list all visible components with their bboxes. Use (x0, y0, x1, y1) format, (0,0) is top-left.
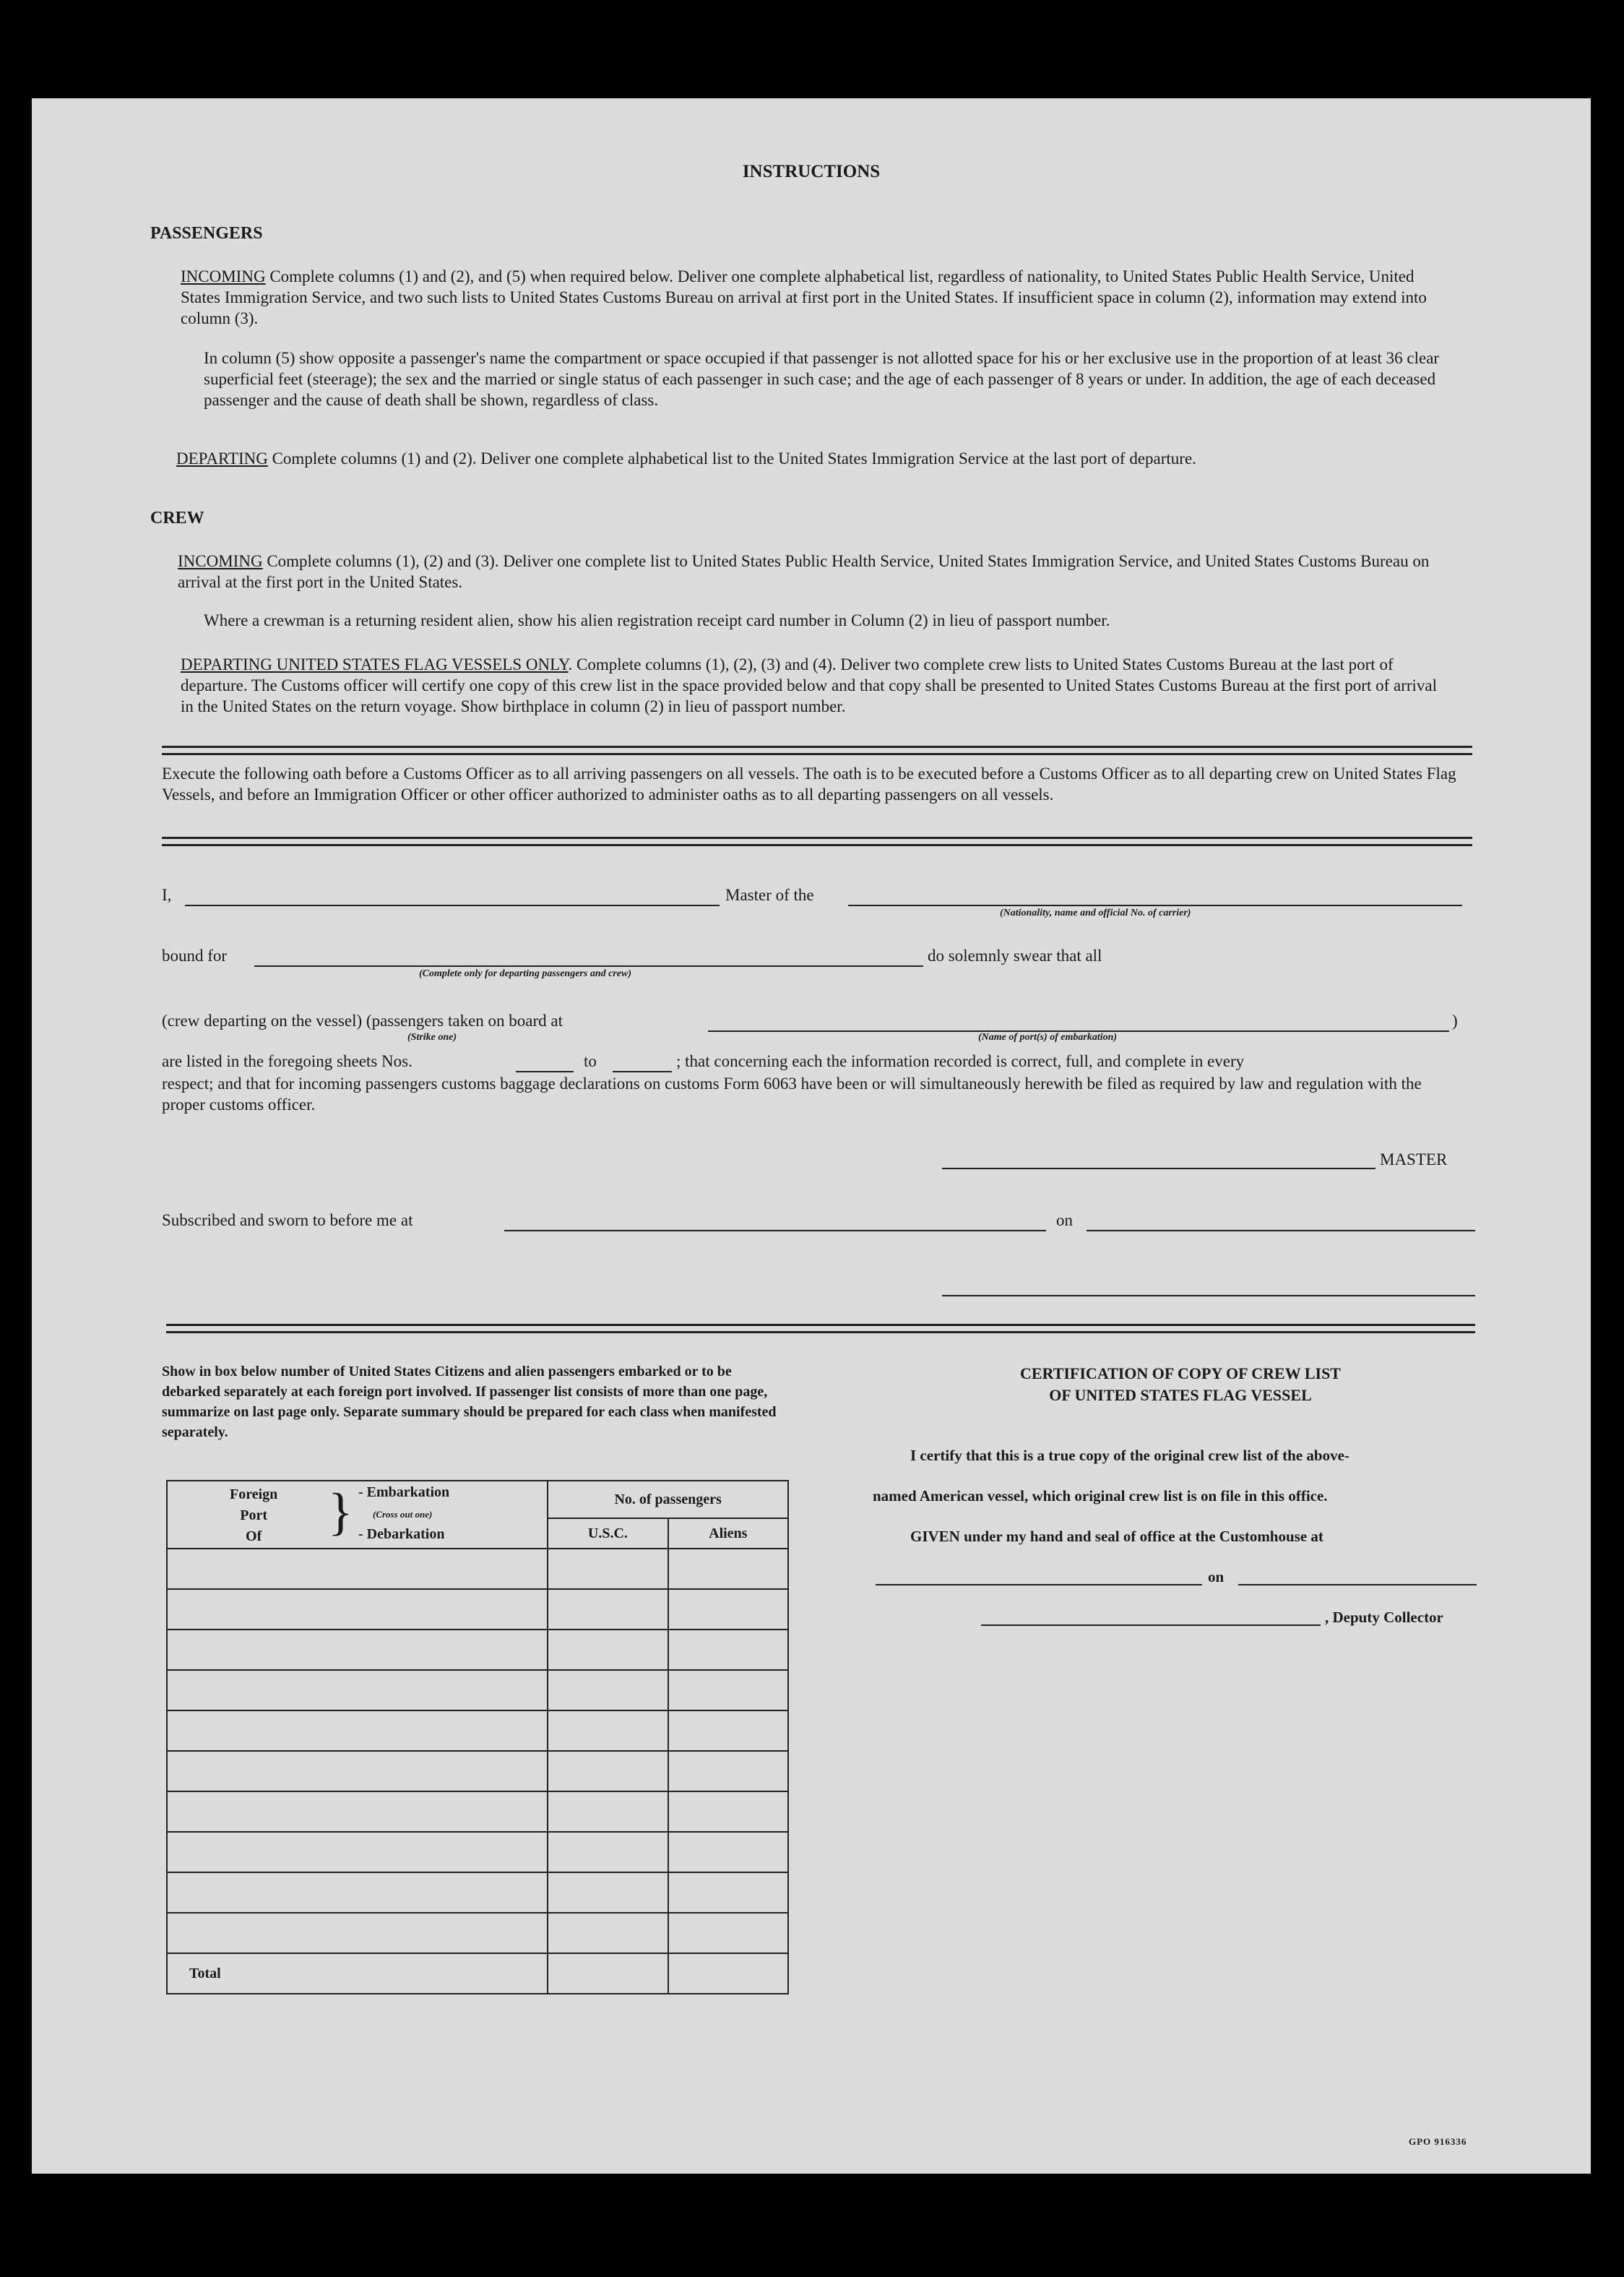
passengers-departing (176, 448, 1452, 469)
port-header-cell (167, 1481, 548, 1549)
certify-line-3: GIVEN under my hand and seal of office at the Customhouse at (910, 1528, 1323, 1545)
master-label: MASTER (1380, 1150, 1448, 1168)
foreign-port-of-line: Port (240, 1507, 268, 1523)
passengers-incoming-label: INCOMING (181, 267, 266, 285)
table-row (167, 1549, 788, 1589)
certification-title-line: CERTIFICATION OF COPY OF CREW LIST (1020, 1364, 1341, 1382)
no-passengers-header: No. of passengers (548, 1481, 788, 1518)
total-usc-cell[interactable] (548, 1953, 668, 1994)
total-label: Total (167, 1953, 548, 1994)
listed-rest: ; that concerning each the information recorded is correct, full, and complete in every (676, 1052, 1245, 1070)
crew-incoming (178, 551, 1452, 593)
passengers-heading: PASSENGERS (150, 224, 263, 243)
table-row (167, 1913, 788, 1953)
passenger-summary-table (166, 1480, 789, 1994)
master-of-label: Master of the (725, 886, 814, 904)
foreign-port-of-line: Of (246, 1528, 262, 1544)
aliens-cell[interactable] (668, 1872, 788, 1913)
table-row (167, 1791, 788, 1832)
strike-caption: (Strike one) (407, 1032, 457, 1043)
crew-departing-label: (crew departing on the vessel) (passengers taken on board at (162, 1012, 563, 1030)
oath-i-label: I, (162, 886, 172, 904)
passengers-incoming (181, 266, 1452, 329)
oath-intro: Execute the following oath before a Customs Officer as to all arriving passengers on all vessels. The oath is to be executed before a Customs Officer as to all departing crew on United States Flag Vessels, and before an Immigration Officer or other officer authorized to administer oaths as to all departing passengers on all vessels. (162, 765, 1456, 804)
table-row (167, 1832, 788, 1872)
foreign-port-of-line: Foreign (230, 1486, 278, 1502)
crew-departing-label: DEPARTING UNITED STATES FLAG VESSELS ONLY (181, 655, 569, 673)
deputy-signature-line[interactable] (981, 1624, 1321, 1626)
carrier-line[interactable] (848, 905, 1462, 906)
port-cell[interactable] (167, 1832, 548, 1872)
usc-cell[interactable] (548, 1630, 668, 1670)
aliens-header: Aliens (668, 1518, 788, 1549)
swear-label: do solemnly swear that all (928, 947, 1102, 965)
passengers-departing-text: Complete columns (1) and (2). Deliver one complete alphabetical list to the United States Immigration Service at the last port of departure. (272, 449, 1196, 468)
crew-departing (181, 654, 1452, 717)
table-row (167, 1589, 788, 1630)
aliens-cell[interactable] (668, 1549, 788, 1589)
total-row (167, 1953, 788, 1994)
officer-signature-line[interactable] (942, 1295, 1475, 1296)
subscribed-label: Subscribed and sworn to before me at (162, 1211, 413, 1229)
crew-heading: CREW (150, 509, 204, 528)
passengers-departing-label: DEPARTING (176, 449, 268, 468)
aliens-cell[interactable] (668, 1589, 788, 1630)
to-label: to (584, 1052, 597, 1070)
aliens-cell[interactable] (668, 1832, 788, 1872)
usc-cell[interactable] (548, 1670, 668, 1710)
form-page (32, 98, 1591, 2174)
listed-label: are listed in the foregoing sheets Nos. (162, 1052, 413, 1070)
aliens-cell[interactable] (668, 1670, 788, 1710)
cert-date-line[interactable] (1238, 1584, 1477, 1585)
master-name-line[interactable] (185, 905, 720, 906)
instructions-title: INSTRUCTIONS (742, 162, 881, 181)
table-row (167, 1872, 788, 1913)
certification-title-line: OF UNITED STATES FLAG VESSEL (1049, 1386, 1312, 1404)
crew-incoming-label: INCOMING (178, 552, 263, 570)
port-cell[interactable] (167, 1630, 548, 1670)
port-cell[interactable] (167, 1549, 548, 1589)
port-cell[interactable] (167, 1589, 548, 1630)
divider (162, 837, 1472, 846)
port-cell[interactable] (167, 1710, 548, 1751)
embarkation-label: - Embarkation (358, 1484, 450, 1500)
usc-cell[interactable] (548, 1832, 668, 1872)
port-cell[interactable] (167, 1670, 548, 1710)
certification-title (863, 1363, 1498, 1406)
port-cell[interactable] (167, 1872, 548, 1913)
passengers-column5: In column (5) show opposite a passenger's name the compartment or space occupied if that passenger is not allotted space for his or her exclusive use in the proportion of at least 36 clear superficial feet (steerage); the sex and the married or single status of each passenger in such case; and the age of each passenger of 8 years or under. In addition, the age of each deceased passenger and the cause of death shall be shown, regardless of class. (204, 349, 1440, 409)
aliens-cell[interactable] (668, 1710, 788, 1751)
total-aliens-cell[interactable] (668, 1953, 788, 1994)
cross-out-caption: (Cross out one) (373, 1509, 433, 1520)
aliens-cell[interactable] (668, 1913, 788, 1953)
port-cell[interactable] (167, 1913, 548, 1953)
usc-header: U.S.C. (548, 1518, 668, 1549)
summary-note: Show in box below number of United States Citizens and alien passengers embarked or to be debarked separately at each foreign port involved. If passenger list consists of more than one page, summarize on last page only. Separate summary should be prepared for each class when manifested separately. (162, 1364, 777, 1440)
cert-on-label: on (1208, 1568, 1225, 1585)
table-row (167, 1630, 788, 1670)
port-cell[interactable] (167, 1751, 548, 1791)
bound-caption: (Complete only for departing passengers and crew) (419, 968, 631, 979)
usc-cell[interactable] (548, 1872, 668, 1913)
brace-glyph: } (328, 1483, 353, 1541)
aliens-cell[interactable] (668, 1751, 788, 1791)
usc-cell[interactable] (548, 1913, 668, 1953)
divider (166, 1324, 1475, 1333)
certify-line-1: I certify that this is a true copy of the original crew list of the above- (910, 1447, 1349, 1464)
divider (162, 746, 1472, 755)
sheet-from-line[interactable] (516, 1071, 574, 1072)
debarkation-label: - Debarkation (358, 1526, 445, 1542)
bound-for-label: bound for (162, 947, 228, 965)
usc-cell[interactable] (548, 1751, 668, 1791)
table-row (167, 1710, 788, 1751)
aliens-cell[interactable] (668, 1630, 788, 1670)
crew-departing-text: . Complete columns (1), (2), (3) and (4). Deliver two complete crew lists to United States Customs Bureau at the last port of departure. The Customs officer will certify one copy of this crew list in the space provided below and that copy shall be presented to United States Customs Bureau at the first port of arrival in the United States on the return voyage. Show birthplace in column (2) in lieu of passport number. (181, 655, 1438, 715)
aliens-cell[interactable] (668, 1791, 788, 1832)
crew-incoming-text: Complete columns (1), (2) and (3). Deliver one complete list to United States Public Health Service, United States Immigration Service, and United States Customs Bureau on arrival at the first port in the United States. (178, 552, 1430, 591)
customhouse-line[interactable] (876, 1584, 1202, 1585)
bound-for-line[interactable] (254, 965, 923, 967)
certify-line-2: named American vessel, which original crew list is on file in this office. (873, 1487, 1328, 1505)
port-cell[interactable] (167, 1791, 548, 1832)
passengers-incoming-text: Complete columns (1) and (2), and (5) when required below. Deliver one complete alphabetical list, regardless of nationality, to United States Public Health Service, United States Immigration Service, and two such lists to United States Customs Bureau on arrival at first port in the United States. If insufficient space in column (2), information may extend into column (3). (181, 267, 1427, 327)
gpo-code: GPO 916336 (1409, 2136, 1467, 2147)
sworn-date-line[interactable] (1087, 1230, 1475, 1231)
sworn-place-line[interactable] (504, 1230, 1046, 1231)
close-paren: ) (1452, 1012, 1458, 1030)
table-row (167, 1670, 788, 1710)
carrier-caption: (Nationality, name and official No. of carrier) (1000, 908, 1191, 918)
sworn-on-label: on (1056, 1211, 1073, 1229)
deputy-collector-label: , Deputy Collector (1325, 1609, 1443, 1626)
respect-text: respect; and that for incoming passengers customs baggage declarations on customs Form 6063 have been or will simultaneously herewith be filed as required by law and regulation with the proper customs officer. (162, 1075, 1422, 1114)
embark-caption: (Name of port(s) of embarkation) (978, 1032, 1118, 1043)
usc-cell[interactable] (548, 1710, 668, 1751)
foreign-port-of (230, 1484, 277, 1547)
usc-cell[interactable] (548, 1549, 668, 1589)
table-row (167, 1751, 788, 1791)
master-signature-line[interactable] (942, 1168, 1375, 1169)
usc-cell[interactable] (548, 1791, 668, 1832)
crew-alien-note: Where a crewman is a returning resident alien, show his alien registration receipt card number in Column (2) in lieu of passport number. (204, 611, 1110, 629)
usc-cell[interactable] (548, 1589, 668, 1630)
sheet-to-line[interactable] (613, 1071, 672, 1072)
